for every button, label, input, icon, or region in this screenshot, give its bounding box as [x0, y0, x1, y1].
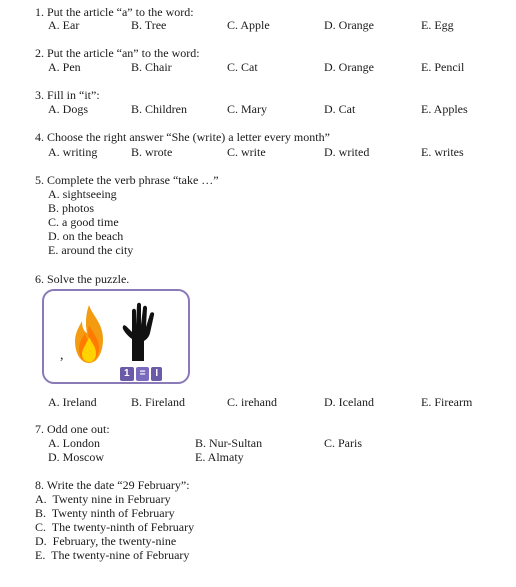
q6-option-b: B. Fireland	[131, 395, 185, 409]
question-3-text: 3. Fill in “it”:	[35, 88, 100, 102]
q6-option-a: A. Ireland	[48, 395, 97, 409]
q2-option-d: D. Orange	[324, 60, 374, 74]
q3-option-a: A. Dogs	[48, 102, 89, 116]
q3-option-d: D. Cat	[324, 102, 356, 116]
q5-option-d: D. on the beach	[48, 229, 124, 243]
question-4-text: 4. Choose the right answer “She (write) a letter every month”	[35, 130, 330, 144]
q4-option-e: E. writes	[421, 145, 464, 159]
q6-option-d: D. Iceland	[324, 395, 374, 409]
q1-option-c: C. Apple	[227, 18, 270, 32]
question-1-text: 1. Put the article “a” to the word:	[35, 5, 194, 19]
q7-option-d: D. Moscow	[48, 450, 104, 464]
question-5-text: 5. Complete the verb phrase “take …”	[35, 173, 219, 187]
q8-option-c: C. The twenty-ninth of February	[35, 520, 195, 534]
question-6-text: 6. Solve the puzzle.	[35, 272, 130, 286]
q5-option-c: C. a good time	[48, 215, 119, 229]
q4-option-a: A. writing	[48, 145, 98, 159]
question-8-text: 8. Write the date “29 February”:	[35, 478, 190, 492]
equation-equals: =	[136, 367, 150, 381]
q3-option-e: E. Apples	[421, 102, 468, 116]
q1-option-b: B. Tree	[131, 18, 167, 32]
q8-option-e: E. The twenty-nine of February	[35, 548, 190, 562]
puzzle-equation	[120, 367, 162, 381]
q1-option-d: D. Orange	[324, 18, 374, 32]
puzzle-comma: ,	[60, 348, 64, 363]
q7-option-c: C. Paris	[324, 436, 363, 450]
q7-option-b: B. Nur-Sultan	[195, 436, 263, 450]
puzzle-box	[42, 289, 190, 384]
q4-option-c: C. write	[227, 145, 266, 159]
q3-option-c: C. Mary	[227, 102, 267, 116]
q5-option-e: E. around the city	[48, 243, 134, 257]
equation-right: I	[151, 367, 162, 381]
question-2-text: 2. Put the article “an” to the word:	[35, 46, 200, 60]
q4-option-d: D. writed	[324, 145, 370, 159]
flame-icon	[72, 303, 106, 365]
q6-option-c: C. irehand	[227, 395, 277, 409]
q5-option-a: A. sightseeing	[48, 187, 117, 201]
q2-option-a: A. Pen	[48, 60, 81, 74]
q2-option-e: E. Pencil	[421, 60, 465, 74]
q2-option-b: B. Chair	[131, 60, 172, 74]
q8-option-b: B. Twenty ninth of February	[35, 506, 175, 520]
q1-option-a: A. Ear	[48, 18, 80, 32]
q5-option-b: B. photos	[48, 201, 95, 215]
q3-option-b: B. Children	[131, 102, 187, 116]
raised-hand-icon	[120, 299, 156, 361]
q7-option-a: A. London	[48, 436, 100, 450]
equation-left: 1	[120, 367, 134, 381]
q8-option-d: D. February, the twenty-nine	[35, 534, 177, 548]
q4-option-b: B. wrote	[131, 145, 173, 159]
q7-option-e: E. Almaty	[195, 450, 244, 464]
q8-option-a: A. Twenty nine in February	[35, 492, 171, 506]
question-7-text: 7. Odd one out:	[35, 422, 110, 436]
q2-option-c: C. Cat	[227, 60, 258, 74]
q6-option-e: E. Firearm	[421, 395, 473, 409]
q1-option-e: E. Egg	[421, 18, 454, 32]
